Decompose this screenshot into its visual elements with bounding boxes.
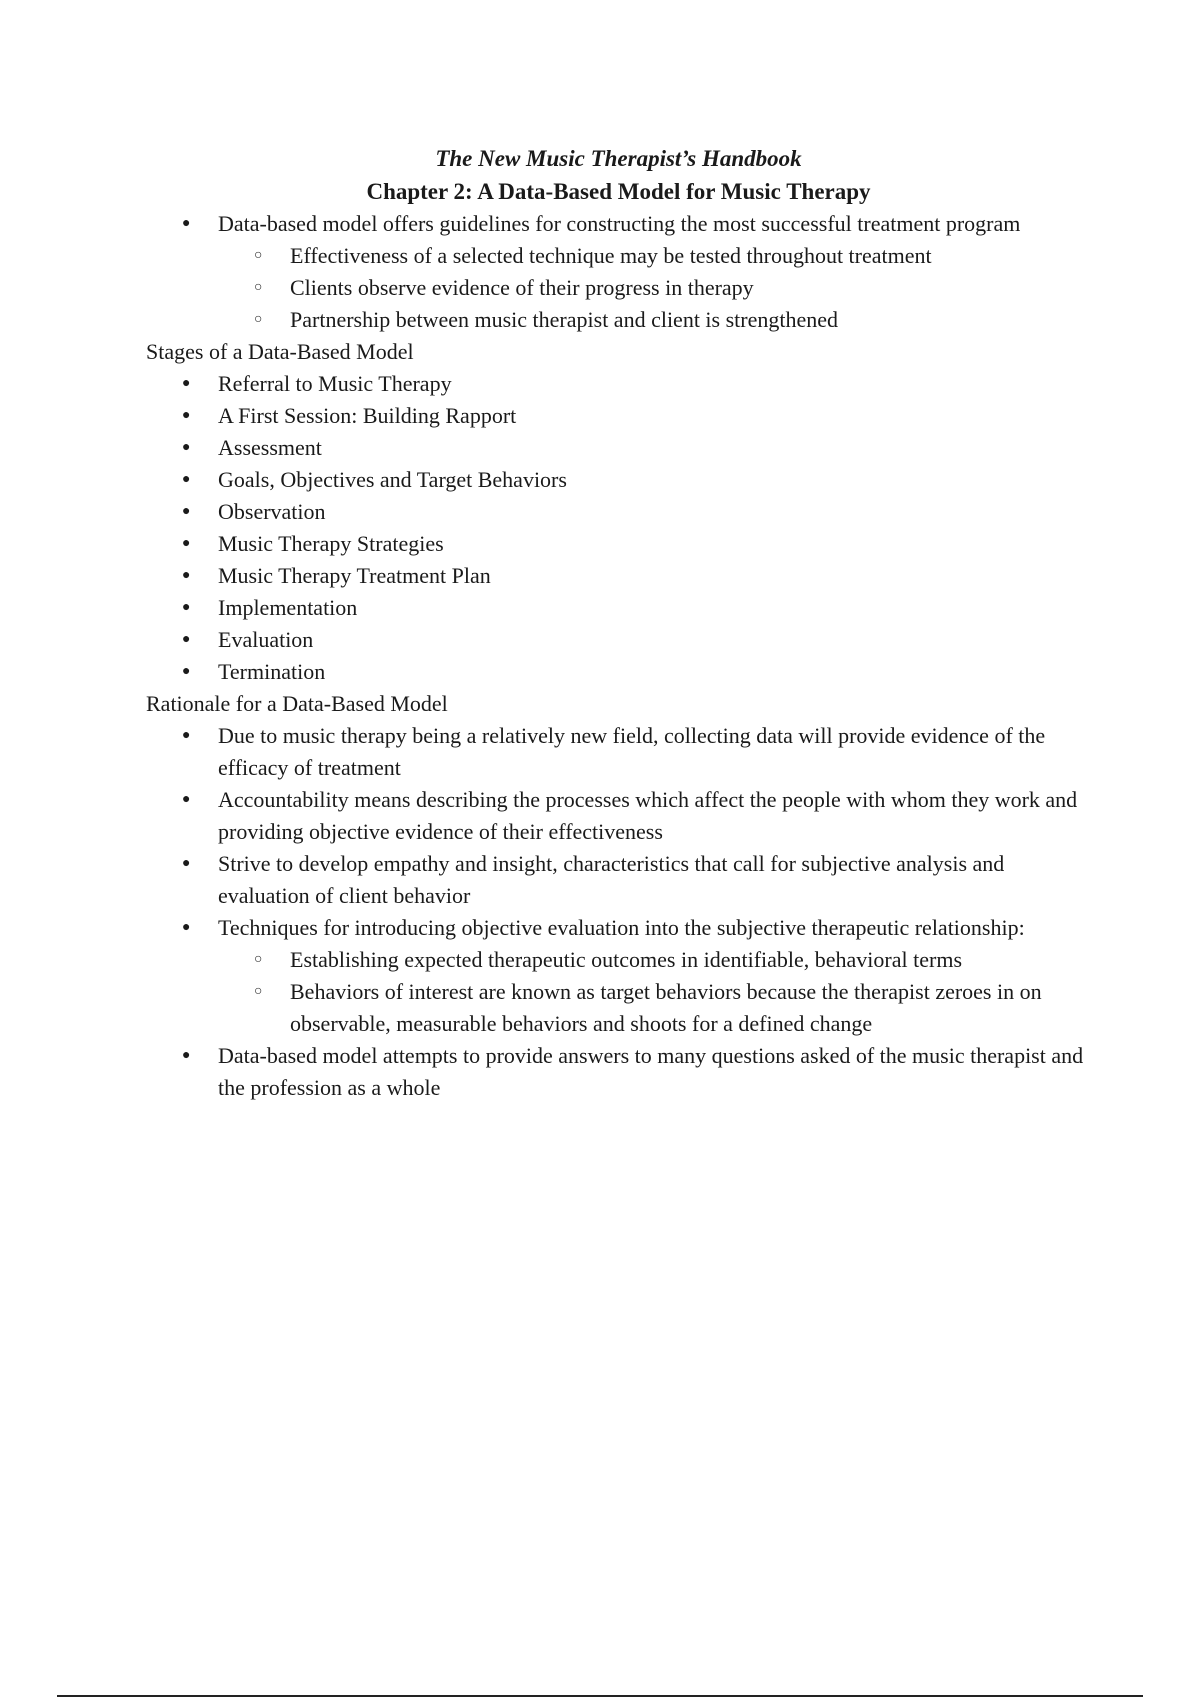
rationale-list [146,720,1096,1104]
list-item: ● Evaluation [146,624,1096,656]
list-item [146,208,1096,336]
list-item: ● Observation [146,496,1096,528]
rationale-heading: Rationale for a Data-Based Model [146,691,448,716]
list-item: ● Assessment [146,432,1096,464]
intro-bullet-text: Data-based model offers guidelines for constructing the most successful treatment program [218,211,1021,236]
sub-list-item: ○ Establishing expected therapeutic outcomes in identifiable, behavioral terms [218,944,1096,976]
sub-list-item: ○ Behaviors of interest are known as target behaviors because the therapist zeroes in on observable, measurable behaviors and shoots for a defined change [218,976,1096,1040]
chapter-title: Chapter 2: A Data-Based Model for Music Therapy [366,179,871,204]
notes-body [146,208,1096,1104]
list-item: ● Termination [146,656,1096,688]
list-item: ● Goals, Objectives and Target Behaviors [146,464,1096,496]
list-item: ● Due to music therapy being a relatively new field, collecting data will provide evidence of the efficacy of treatment [146,720,1096,784]
intro-list [146,208,1096,336]
stages-heading: Stages of a Data-Based Model [146,339,414,364]
list-item: ● Music Therapy Treatment Plan [146,560,1096,592]
stages-list [146,368,1096,688]
sub-list-item: ○ Effectiveness of a selected technique may be tested throughout treatment [218,240,1096,272]
list-item: ● Accountability means describing the processes which affect the people with whom they work and providing objective evidence of their effectiveness [146,784,1096,848]
book-title: The New Music Therapist’s Handbook [435,146,802,171]
bottom-divider [57,1695,1143,1697]
list-item: ● A First Session: Building Rapport [146,400,1096,432]
techniques-sublist [218,944,1096,1040]
title-block [0,142,1200,208]
list-item: ● Referral to Music Therapy [146,368,1096,400]
sub-list-item: ○ Clients observe evidence of their progress in therapy [218,272,1096,304]
list-item: ● Music Therapy Strategies [146,528,1096,560]
intro-sublist [218,240,1096,336]
list-item: ● Implementation [146,592,1096,624]
list-item [146,912,1096,1040]
list-item: ● Data-based model attempts to provide answers to many questions asked of the music therapist and the profession as a whole [146,1040,1096,1104]
sub-list-item: ○ Partnership between music therapist and client is strengthened [218,304,1096,336]
techniques-text: Techniques for introducing objective evaluation into the subjective therapeutic relationship: [218,915,1025,940]
list-item: ● Strive to develop empathy and insight, characteristics that call for subjective analysis and evaluation of client behavior [146,848,1096,912]
